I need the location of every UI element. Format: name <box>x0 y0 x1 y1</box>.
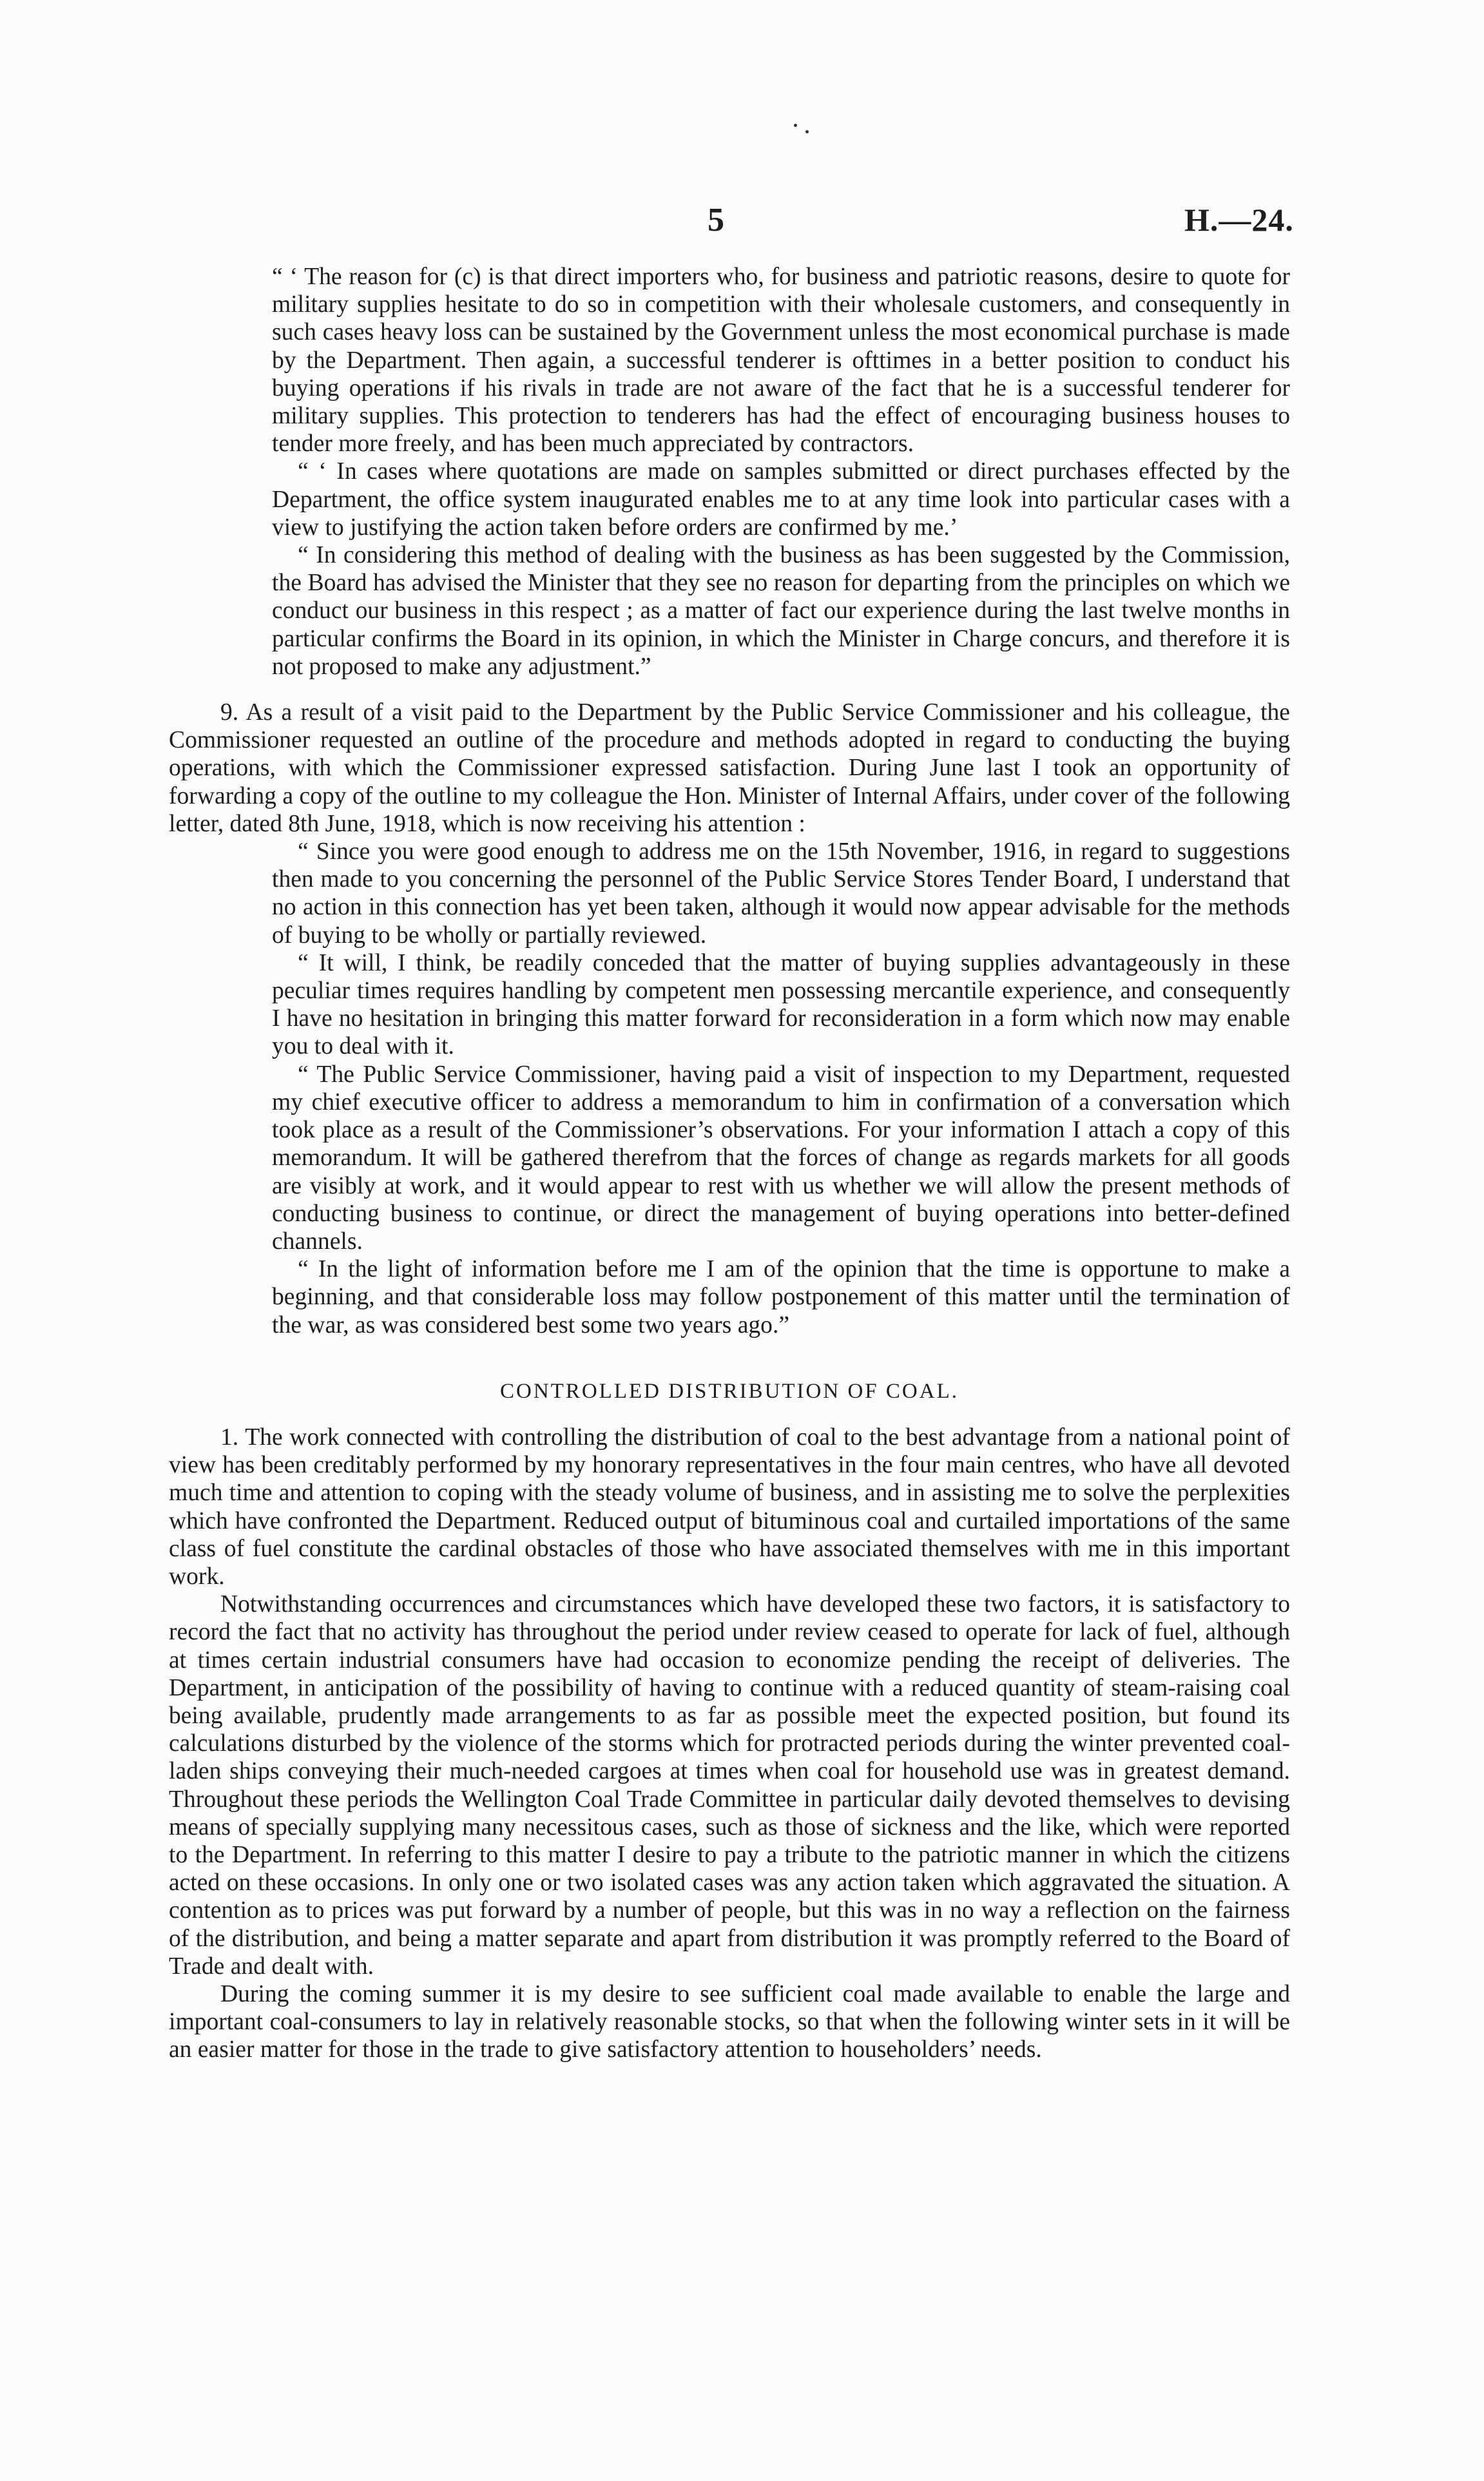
document-reference-code: H.—24. <box>1184 202 1294 238</box>
body-text <box>169 263 1290 2064</box>
page-number: 5 <box>708 202 724 238</box>
paragraph-quote-considering: “ In considering this method of dealing with the business as has been suggested by the Commission, the Board has advised the Minister that they see no reason for departing from the principles on which we conduct our business in this respect ; as a matter of fact our experience during the last twelve months in particular confirms the Board in its opinion, in which the Minister in Charge concurs, and therefore it is not proposed to make any adjustment.” <box>272 542 1290 680</box>
paragraph-letter-since: “ Since you were good enough to address me on the 15th November, 1916, in regard to suggestions then made to you concerning the personnel of the Public Service Stores Tender Board, I understand that no action in this connection has yet been taken, although it would now appear advisable for the methods of buying to be wholly or partially reviewed. <box>272 838 1290 949</box>
paragraph-letter-readily: “ It will, I think, be readily conceded that the matter of buying supplies advantageously in these peculiar times requires handling by competent men possessing mercantile experience, and consequently I have no hesitation in bringing this matter forward for reconsideration in a form which now may enable you to deal with it. <box>272 949 1290 1060</box>
paragraph-quote-reason: “ ‘ The reason for (c) is that direct importers who, for business and patriotic reasons, desire to quote for military supplies hesitate to do so in competition with their wholesale customers, and consequently in such cases heavy loss can be sustained by the Government unless the most economical purchase is made by the Department. Then again, a successful tenderer is ofttimes in a better position to conduct his buying operations if his rivals in trade are not aware of the fact that he is a successful tenderer for military supplies. This protection to tenderers has had the effect of encouraging business houses to tender more freely, and has been much appreciated by contractors. <box>272 264 1290 458</box>
paragraph-item-1: 1. The work connected with controlling the distribution of coal to the best advantage from a national point of view has been creditably performed by my honorary representatives in the four main centres, who have all devoted much time and attention to coping with the steady volume of business, and in assisting me to solve the perplexities which have confronted the Department. Reduced output of bituminous coal and curtailed importations of the same class of fuel constitute the cardinal obstacles of those who have associated themselves with me in this important work. <box>169 1424 1290 1590</box>
paragraph-item-9: 9. As a result of a visit paid to the Department by the Public Service Commissioner and his colleague, the Commissioner requested an outline of the procedure and methods adopted in regard to conducting the buying operations, with which the Commissioner expressed satisfaction. During June last I took an opportunity of forwarding a copy of the outline to my colleague the Hon. Minister of Internal Affairs, under cover of the following letter, dated 8th June, 1918, which is now receiving his attention : <box>169 699 1290 837</box>
paragraph-notwithstanding: Notwithstanding occurrences and circumstances which have developed these two factors, it is satisfactory to record the fact that no activity has throughout the period under review ceased to operate for lack of fuel, although at times certain industrial consumers have had occasion to economize pending the receipt of deliveries. The Department, in anticipation of the possibility of having to continue with a reduced quantity of steam-raising coal being available, prudently made arrangements to as far as possible meet the expected position, but found its calculations disturbed by the violence of the storms which for protracted periods during the winter prevented coal-laden ships conveying their much-needed cargoes at times when coal for household use was in greatest demand. Throughout these periods the Wellington Coal Trade Committee in particular daily devoted themselves to devising means of specially supplying many necessitous cases, such as those of sickness and the like, which were reported to the Department. In referring to this matter I desire to pay a tribute to the patriotic manner in which the citizens acted on these occasions. In only one or two isolated cases was any action taken which aggravated the situation. A contention as to prices was put forward by a number of people, but this was in no way a reflection on the fairness of the distribution, and being a matter separate and apart from distribution it was promptly referred to the Board of Trade and dealt with. <box>169 1591 1290 1980</box>
speck-mark <box>805 130 809 133</box>
speck-mark <box>794 124 797 127</box>
paragraph-coming-summer: During the coming summer it is my desire to see sufficient coal made available to enable the large and important coal-consumers to lay in relatively reasonable stocks, so that when the following winter sets in it will be an easier matter for those in the trade to give satisfactory attention to householders’ needs. <box>169 1980 1290 2063</box>
paragraph-letter-commissioner: “ The Public Service Commissioner, having paid a visit of inspection to my Department, requested my chief executive officer to address a memorandum to him in confirmation of a conversation which took place as a result of the Commissioner’s observations. For your information I attach a copy of this memorandum. It will be gathered therefrom that the forces of change as regards markets for all goods are visibly at work, and it would appear to rest with us whether we will allow the present methods of conducting business to continue, or direct the management of buying operations into better-defined channels. <box>272 1061 1290 1255</box>
section-heading: CONTROLLED DISTRIBUTION OF COAL. <box>500 1379 959 1403</box>
paragraph-quote-quotations: “ ‘ In cases where quotations are made on samples submitted or direct purchases effected by the Department, the office system inaugurated enables me to at any time look into particular cases with a view to justifying the action taken before orders are confirmed by me.’ <box>272 458 1290 541</box>
paragraph-letter-opportune: “ In the light of information before me I am of the opinion that the time is opportune to make a beginning, and that considerable loss may follow postponement of this matter until the termination of the war, as was considered best some two years ago.” <box>272 1256 1290 1338</box>
